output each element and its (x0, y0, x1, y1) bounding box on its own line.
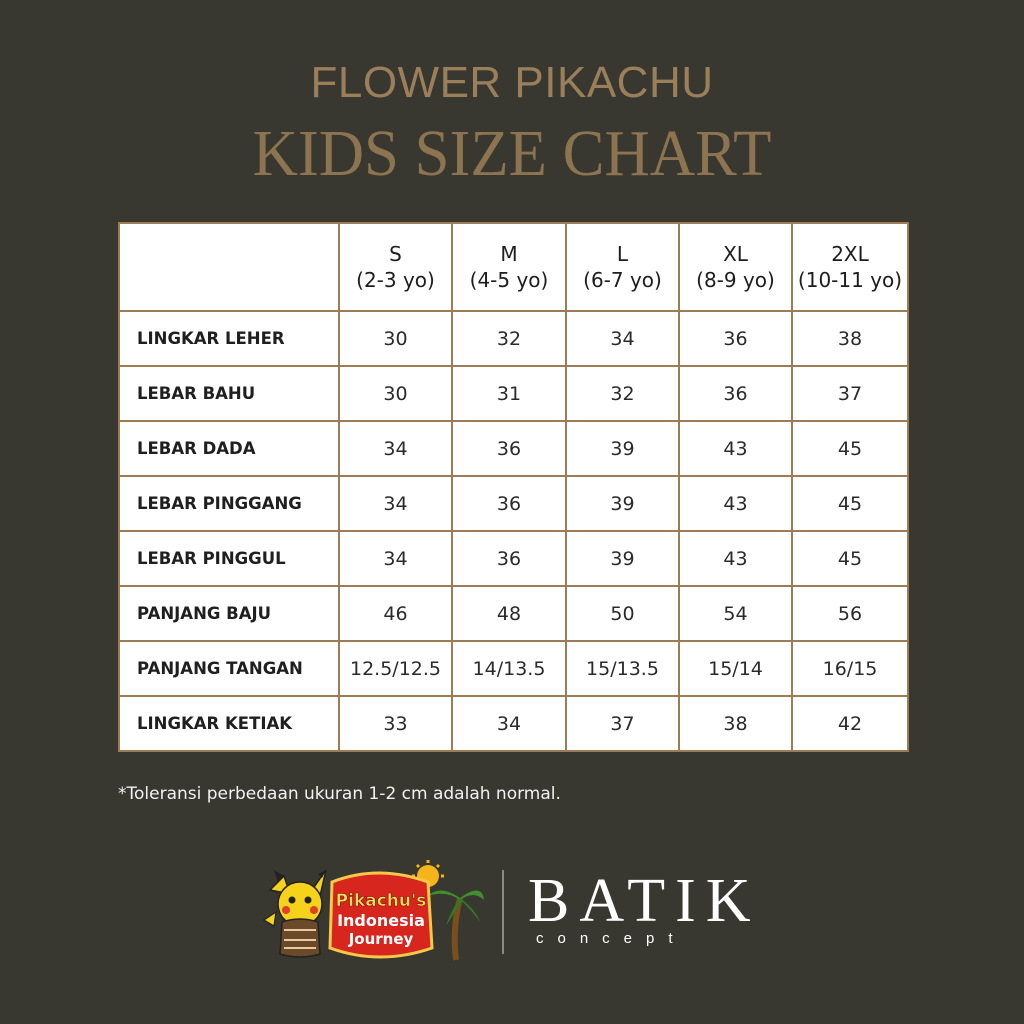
badge-line-2: Indonesia (337, 911, 425, 930)
age-label: (10-11 yo) (797, 268, 903, 292)
measurement-value: 36 (452, 476, 566, 531)
measurement-value: 42 (792, 696, 908, 751)
measurement-value: 34 (339, 531, 452, 586)
measurement-value: 56 (792, 586, 908, 641)
measurement-value: 54 (679, 586, 792, 641)
logo-divider (502, 870, 504, 954)
measurement-label: PANJANG TANGAN (119, 641, 339, 696)
table-row (119, 696, 908, 751)
measurement-value: 12.5/12.5 (339, 641, 452, 696)
measurement-value: 50 (566, 586, 679, 641)
measurement-value: 34 (339, 476, 452, 531)
measurement-value: 37 (792, 366, 908, 421)
measurement-value: 36 (452, 421, 566, 476)
measurement-value: 38 (679, 696, 792, 751)
age-label: (6-7 yo) (583, 268, 662, 292)
footer-logos (260, 860, 780, 970)
age-label: (2-3 yo) (356, 268, 435, 292)
measurement-value: 36 (679, 366, 792, 421)
table-row (119, 476, 908, 531)
measurement-value: 33 (339, 696, 452, 751)
table-row (119, 311, 908, 366)
size-header (452, 223, 566, 311)
measurement-label: LEBAR PINGGUL (119, 531, 339, 586)
table-header-row (119, 223, 908, 311)
table-row (119, 531, 908, 586)
pikachu-indonesia-journey-logo (260, 860, 485, 970)
badge-line-3: Journey (348, 930, 414, 948)
measurement-label: LEBAR PINGGANG (119, 476, 339, 531)
measurement-label: LINGKAR KETIAK (119, 696, 339, 751)
measurement-value: 39 (566, 531, 679, 586)
size-table (118, 222, 909, 752)
age-label: (4-5 yo) (469, 268, 549, 292)
palm-tree-icon (428, 890, 484, 960)
measurement-value: 16/15 (792, 641, 908, 696)
table-row (119, 586, 908, 641)
badge-line-1: Pikachu's (335, 891, 427, 911)
table-row (119, 641, 908, 696)
measurement-value: 46 (339, 586, 452, 641)
measurement-value: 30 (339, 366, 452, 421)
measurement-value: 45 (792, 531, 908, 586)
size-label: XL (723, 242, 748, 266)
measurement-value: 30 (339, 311, 452, 366)
page-subtitle: FLOWER PIKACHU (310, 58, 714, 107)
tolerance-note: *Toleransi perbedaan ukuran 1-2 cm adalah normal. (118, 784, 561, 804)
size-header (679, 223, 792, 311)
measurement-value: 37 (566, 696, 679, 751)
corner-cell (119, 223, 339, 311)
measurement-value: 39 (566, 476, 679, 531)
size-header (339, 223, 452, 311)
measurement-value: 45 (792, 421, 908, 476)
table-row (119, 366, 908, 421)
batik-brand-word: BATIK (528, 867, 761, 935)
measurement-value: 32 (452, 311, 566, 366)
measurement-value: 15/14 (679, 641, 792, 696)
measurement-value: 14/13.5 (452, 641, 566, 696)
page-title: KIDS SIZE CHART (252, 117, 772, 190)
measurement-label: LEBAR BAHU (119, 366, 339, 421)
measurement-value: 45 (792, 476, 908, 531)
measurement-value: 48 (452, 586, 566, 641)
measurement-value: 36 (452, 531, 566, 586)
measurement-value: 38 (792, 311, 908, 366)
measurement-value: 43 (679, 476, 792, 531)
measurement-value: 36 (679, 311, 792, 366)
table-row (119, 421, 908, 476)
measurement-value: 43 (679, 421, 792, 476)
measurement-value: 31 (452, 366, 566, 421)
measurement-value: 34 (339, 421, 452, 476)
measurement-value: 15/13.5 (566, 641, 679, 696)
journey-badge (330, 873, 432, 957)
size-label: S (389, 242, 402, 266)
measurement-value: 43 (679, 531, 792, 586)
size-label: L (616, 242, 629, 266)
measurement-value: 39 (566, 421, 679, 476)
measurement-value: 34 (566, 311, 679, 366)
measurement-label: PANJANG BAJU (119, 586, 339, 641)
size-label: 2XL (831, 242, 869, 266)
pikachu-icon (264, 870, 326, 957)
size-header (566, 223, 679, 311)
measurement-label: LEBAR DADA (119, 421, 339, 476)
size-label: M (500, 242, 518, 266)
measurement-value: 34 (452, 696, 566, 751)
size-header (792, 223, 908, 311)
batik-brand-sub: concept (536, 930, 687, 947)
age-label: (8-9 yo) (696, 268, 775, 292)
measurement-label: LINGKAR LEHER (119, 311, 339, 366)
measurement-value: 32 (566, 366, 679, 421)
